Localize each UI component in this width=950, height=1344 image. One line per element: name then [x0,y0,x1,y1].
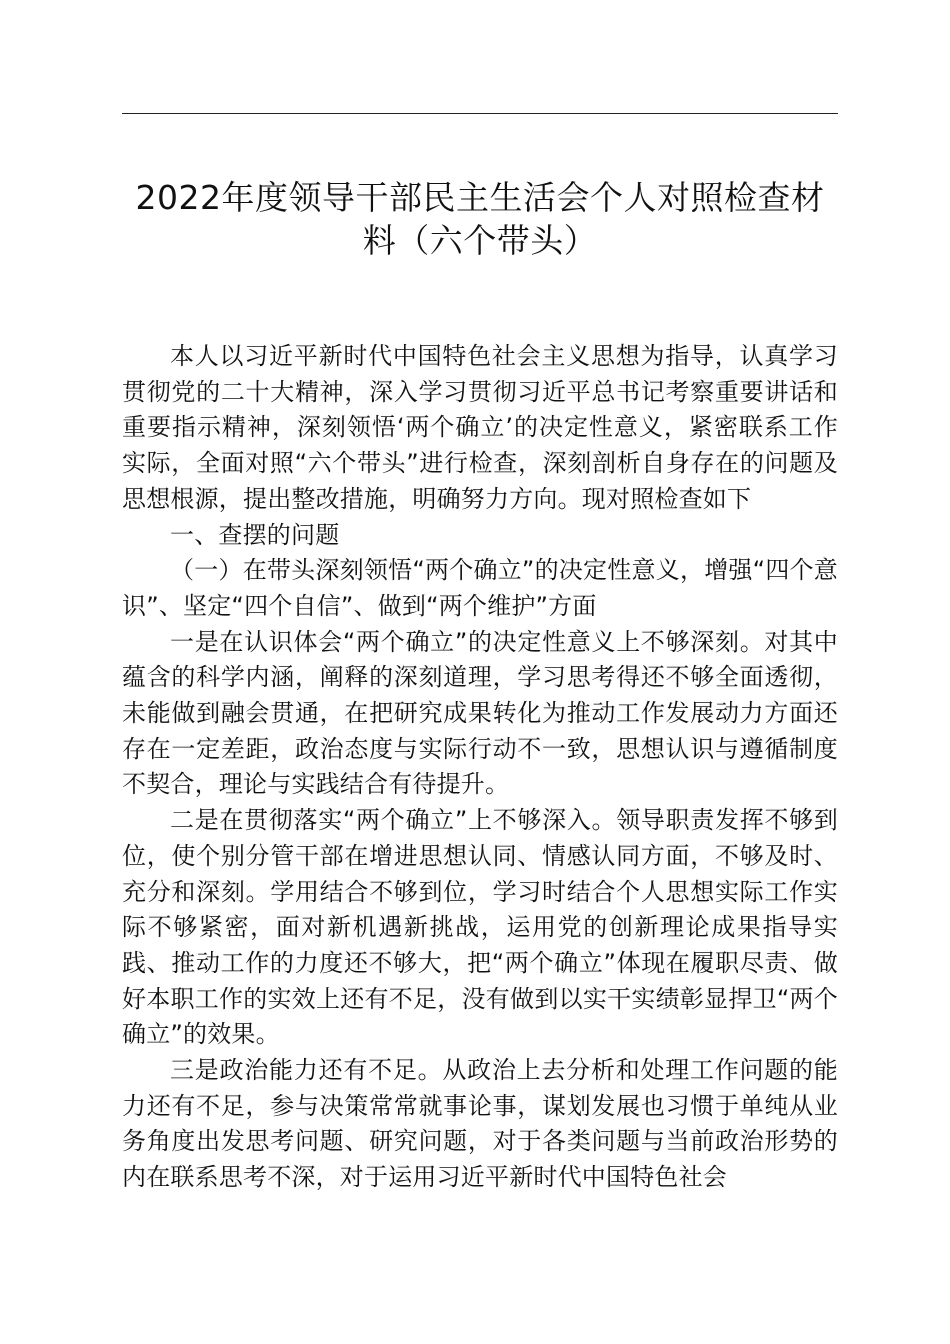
document-title-line-1: 2022年度领导干部民主生活会个人对照检查材 [135,178,825,217]
document-title-line-2: 料（六个带头） [362,221,598,260]
body-paragraph-1: 一是在认识体会“两个确立”的决定性意义上不够深刻。对其中蕴含的科学内涵，阐释的深刻道理，学习思考得还不够全面透彻，未能做到融会贯通，在把研究成果转化为推动工作发展动力方面还存在一定差距，政治态度与实际行动不一致，思想认识与遵循制度不契合，理论与实践结合有待提升。 [122,627,838,799]
subsection-heading: （一）在带头深刻领悟“两个确立”的决定性意义，增强“四个意识”、坚定“四个自信”、做到“两个维护”方面 [122,556,838,620]
body-paragraph-2: 二是在贯彻落实“两个确立”上不够深入。领导职责发挥不够到位，使个别分管干部在增进思想认同、情感认同方面，不够及时、充分和深刻。学用结合不够到位，学习时结合个人思想实际工作实际不够紧密，面对新机遇新挑战，运用党的创新理论成果指导实践、推动工作的力度还不够大，把“两个确立”体现在履职尽责、做好本职工作的实效上还有不足，没有做到以实干实绩彰显捍卫“两个确立”的效果。 [122,806,838,1049]
body-paragraph-3: 三是政治能力还有不足。从政治上去分析和处理工作问题的能力还有不足，参与决策常常就事论事，谋划发展也习惯于单纯从业务角度出发思考问题、研究问题，对于各类问题与当前政治形势的内在联系思考不深，对于运用习近平新时代中国特色社会 [122,1056,838,1192]
document-body [122,339,838,1196]
intro-paragraph: 本人以习近平新时代中国特色社会主义思想为指导，认真学习贯彻党的二十大精神，深入学习贯彻习近平总书记考察重要讲话和重要指示精神，深刻领悟‘两个确立’的决定性意义，紧密联系工作实际，全面对照“六个带头”进行检查，深刻剖析自身存在的问题及思想根源，提出整改措施，明确努力方向。现对照检查如下 [122,342,838,513]
section-heading: 一、查摆的问题 [170,520,340,549]
header-rule [122,113,838,114]
